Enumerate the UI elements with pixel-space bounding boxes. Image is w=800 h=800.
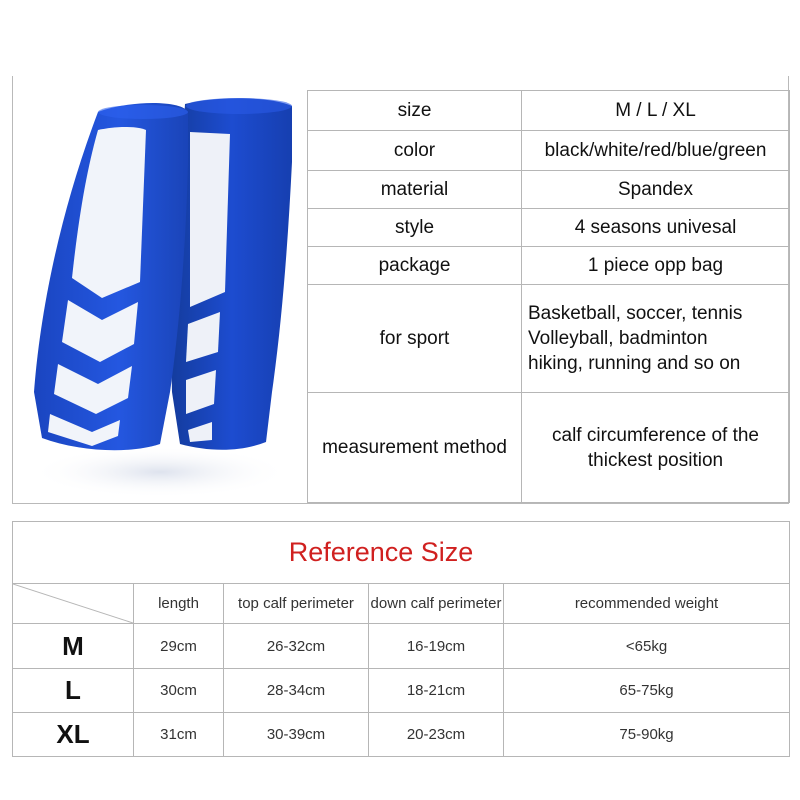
- spec-label-material: material: [308, 171, 522, 209]
- sport-line-2: Volleyball, badminton: [528, 328, 708, 349]
- measure-line-2: thickest position: [587, 449, 724, 471]
- spec-value-package: 1 piece opp bag: [522, 247, 790, 285]
- measure-line-1: calf circumference of the: [552, 424, 759, 446]
- top-calf-m: 26-32cm: [224, 624, 369, 669]
- spec-table: [307, 90, 790, 503]
- spec-value-style: 4 seasons univesal: [522, 209, 790, 247]
- size-label-m: M: [13, 624, 134, 669]
- spec-value-material: Spandex: [522, 171, 790, 209]
- spec-row-color: [308, 131, 790, 171]
- spec-row-style: [308, 209, 790, 247]
- ref-row-m: [13, 624, 790, 669]
- ref-title-row: [13, 522, 790, 584]
- size-label-l: L: [13, 669, 134, 713]
- sport-line-1: Basketball, soccer, tennis: [528, 303, 743, 324]
- calf-sleeves-photo: [20, 92, 305, 502]
- spec-value-measure: [522, 393, 790, 503]
- header-length: length: [134, 584, 224, 624]
- down-calf-m: 16-19cm: [369, 624, 504, 669]
- down-calf-l: 18-21cm: [369, 669, 504, 713]
- ref-title-cell: [13, 522, 790, 584]
- weight-l: 65-75kg: [504, 669, 790, 713]
- spec-label-size: size: [308, 91, 522, 131]
- top-calf-xl: 30-39cm: [224, 713, 369, 757]
- spec-row-size: [308, 91, 790, 131]
- back-sleeve: [172, 98, 292, 450]
- length-l: 30cm: [134, 669, 224, 713]
- size-label-xl: XL: [13, 713, 134, 757]
- ref-row-l: [13, 669, 790, 713]
- spec-label-measure: measurement method: [308, 393, 522, 503]
- length-xl: 31cm: [134, 713, 224, 757]
- ref-corner-cell: [13, 584, 134, 624]
- weight-m: <65kg: [504, 624, 790, 669]
- header-top-calf: top calf perimeter: [224, 584, 369, 624]
- down-calf-xl: 20-23cm: [369, 713, 504, 757]
- spec-label-package: package: [308, 247, 522, 285]
- spec-value-size: M / L / XL: [522, 91, 790, 131]
- sport-line-3: hiking, running and so on: [528, 353, 741, 374]
- length-m: 29cm: [134, 624, 224, 669]
- ref-header-row: [13, 584, 790, 624]
- spec-row-material: [308, 171, 790, 209]
- weight-xl: 75-90kg: [504, 713, 790, 757]
- reference-size-table: [12, 521, 790, 757]
- sleeve-shadow: [30, 446, 290, 498]
- spec-value-sport: [522, 285, 790, 393]
- reference-size-title: Reference Size: [288, 537, 474, 567]
- header-down-calf: down calf perimeter: [369, 584, 504, 624]
- front-sleeve: [34, 103, 188, 450]
- spec-row-package: [308, 247, 790, 285]
- top-calf-l: 28-34cm: [224, 669, 369, 713]
- header-weight: recommended weight: [504, 584, 790, 624]
- spec-label-style: style: [308, 209, 522, 247]
- spec-label-color: color: [308, 131, 522, 171]
- spec-row-sport: [308, 285, 790, 393]
- spec-row-measure: [308, 393, 790, 503]
- spec-value-color: black/white/red/blue/green: [522, 131, 790, 171]
- diagonal-divider: [13, 584, 133, 623]
- spec-label-sport: for sport: [308, 285, 522, 393]
- ref-row-xl: [13, 713, 790, 757]
